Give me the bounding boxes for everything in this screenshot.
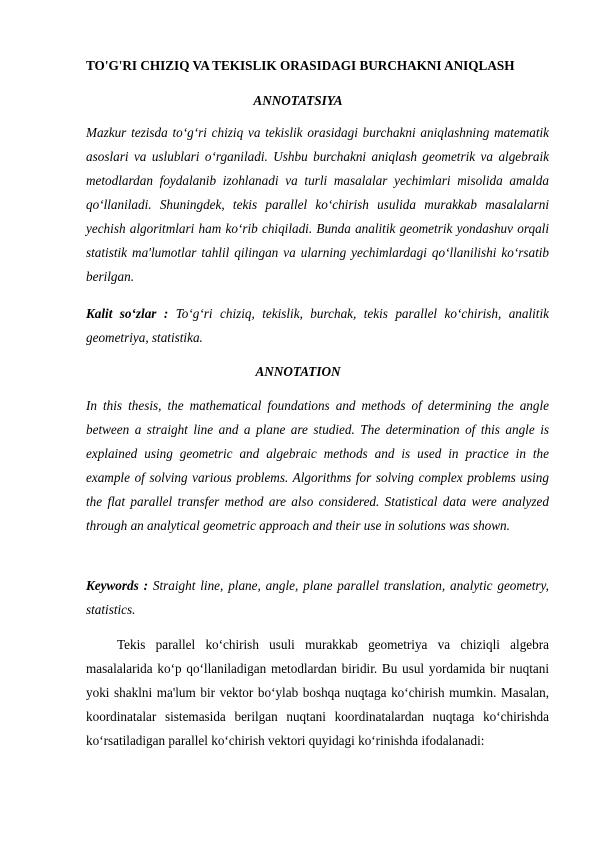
- annotation-keywords-label: Keywords :: [86, 578, 149, 593]
- annotatsiya-keywords-label: Kalit so‘zlar :: [86, 306, 169, 321]
- body-paragraph-1: Tekis parallel ko‘chirish usuli murakkab geometriya va chiziqli algebra masalalarida ko‘p qo‘llaniladigan metodlardan biridir. Bu usul yordamida bir nuqtani yoki shaklni ma'lum bir vektor bo‘ylab boshqa nuqtaga ko‘chirish mumkin. Masalan, koordinatalar sistemasida berilgan nuqtani koordinatalardan nuqtaga ko‘chirishda ko‘rsatiladigan parallel ko‘chirish vektori quyidagi ko‘rinishda ifodalanadi:: [86, 637, 549, 748]
- annotation-text: In this thesis, the mathematical foundations and methods of determining the angle between a straight line and a plane are studied. The determination of this angle is explained using geometric and algebraic methods and is used in practice in the example of solving various problems. Algorithms for solving complex problems using the flat parallel transfer method are also considered. Statistical data were analyzed through an analytical geometric approach and their use in solutions was shown.: [86, 398, 549, 533]
- paper-title: TO'G'RI CHIZIQ VA TEKISLIK ORASIDAGI BURCHAKNI ANIQLASH: [86, 58, 515, 73]
- annotatsiya-keywords-text: To‘g‘ri chiziq, tekislik, burchak, tekis parallel ko‘chirish, analitik geometriya, statistika.: [86, 306, 549, 345]
- annotation-keywords-text: Straight line, plane, angle, plane parallel translation, analytic geometry, statistics.: [86, 578, 549, 617]
- annotation-keywords: [86, 574, 549, 622]
- annotatsiya-keywords: [86, 302, 549, 350]
- annotatsiya-text: Mazkur tezisda to‘g‘ri chiziq va tekislik orasidagi burchakni aniqlashning matematik asoslari va uslublari o‘rganiladi. Ushbu burchakni aniqlash geometrik va algebraik metodlardan foydalanib izohlanadi va turli masalalar yechimlari misolida amalda qo‘llaniladi. Shuningdek, tekis parallel ko‘chirish usulida murakkab masalalarni yechish algoritmlari ham ko‘rib chiqiladi. Bunda analitik geometrik yondashuv orqali statistik ma'lumotlar tahlil qilingan va ularning yechimlardagi qo‘llanilishi ko‘rsatib berilgan.: [86, 125, 549, 284]
- annotatsiya-heading: ANNOTATSIYA: [253, 93, 343, 108]
- annotation-heading: ANNOTATION: [255, 364, 341, 379]
